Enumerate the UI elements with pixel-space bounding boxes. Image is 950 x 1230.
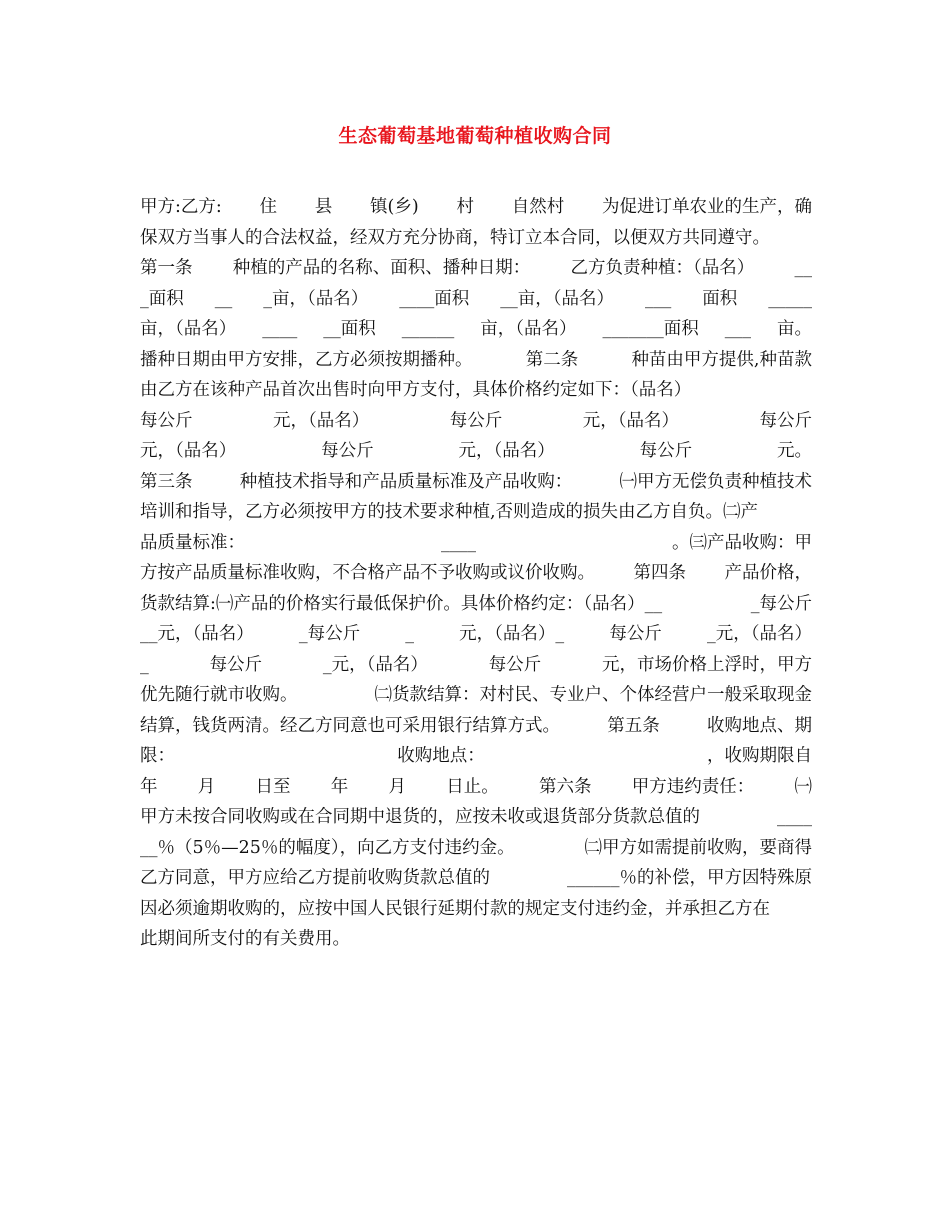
contract-text-segment: 由乙方在该种产品首次出售时向甲方支付，具体价格约定如下：（品名） bbox=[140, 380, 692, 400]
contract-text-segment: 每公斤 bbox=[609, 624, 662, 644]
contract-line bbox=[140, 741, 812, 772]
contract-text-segment: 住 bbox=[259, 197, 278, 217]
contract-text-segment: 亩，（品名） bbox=[140, 319, 237, 339]
contract-text-segment: 甲方违约责任： bbox=[631, 776, 755, 797]
contract-line bbox=[140, 436, 812, 467]
contract-text-segment: _元，（品名） bbox=[322, 654, 428, 675]
contract-text-segment: 月 bbox=[197, 776, 216, 797]
contract-text-segment: 第六条 bbox=[539, 776, 592, 797]
contract-text-segment: 元，（品名） bbox=[140, 441, 237, 461]
contract-line bbox=[140, 589, 812, 620]
contract-text-segment: 县 bbox=[314, 197, 333, 217]
contract-text-segment: _元，（品名） bbox=[706, 624, 812, 644]
contract-text-segment: 每公斤 bbox=[449, 410, 503, 431]
contract-text-segment: ____ bbox=[441, 532, 476, 553]
contract-line bbox=[140, 558, 812, 589]
contract-text-segment: 年 bbox=[330, 776, 349, 797]
contract-text-segment: 甲方:乙方: bbox=[140, 197, 222, 217]
contract-text-segment: 收购地点： bbox=[397, 746, 485, 766]
contract-line bbox=[140, 894, 812, 925]
contract-line bbox=[140, 833, 812, 864]
contract-line bbox=[140, 406, 812, 437]
contract-line bbox=[140, 467, 812, 498]
contract-text-segment: ㈠甲方无偿负责种植技术 bbox=[619, 471, 812, 492]
document-title: 生态葡萄基地葡萄种植收购合同 bbox=[338, 125, 612, 147]
contract-text-segment: ____面积 bbox=[399, 288, 470, 309]
contract-text-segment: ___ bbox=[645, 288, 672, 309]
contract-text-segment: ㈠ bbox=[794, 776, 812, 797]
contract-text-segment: 村 bbox=[456, 197, 474, 217]
contract-text-segment: ___ bbox=[724, 319, 751, 339]
contract-line bbox=[140, 192, 812, 223]
contract-text-segment: 保双方当事人的合法权益，经双方充分协商，特订立本合同，以便双方共同遵守。 bbox=[140, 227, 770, 248]
contract-text-segment: 品质量标准： bbox=[140, 532, 245, 553]
contract-text-segment: 日止。 bbox=[446, 776, 499, 797]
contract-text-segment: _______面积 bbox=[602, 319, 699, 339]
contract-text-segment: 因必须逾期收购的，应按中国人民银行延期付款的规定支付违约金，并承担乙方在 bbox=[140, 898, 770, 919]
contract-text-segment: 元，（品名） bbox=[273, 410, 370, 431]
contract-text-segment: 每公斤 bbox=[140, 410, 193, 431]
contract-text-segment: 种苗由甲方提供,种苗款 bbox=[631, 349, 812, 370]
contract-text-segment: 此期间所支付的有关费用。 bbox=[140, 929, 350, 949]
contract-line bbox=[140, 650, 812, 681]
contract-text-segment: ______％的补偿，甲方因特殊原 bbox=[567, 868, 812, 888]
contract-text-segment: __ bbox=[214, 288, 233, 309]
contract-text-segment: 乙方负责种植：（品名） bbox=[570, 258, 755, 278]
contract-text-segment: __元，（品名） bbox=[140, 624, 254, 644]
contract-text-segment: 亩。 bbox=[777, 319, 812, 339]
contract-text-segment: _ bbox=[140, 654, 149, 675]
contract-text-segment: 自然村 bbox=[511, 197, 565, 217]
contract-text-segment: 收购地点、期 bbox=[707, 715, 812, 736]
contract-text-segment: 第五条 bbox=[607, 715, 660, 736]
contract-text-segment: 优先随行就市收购。 bbox=[140, 685, 298, 705]
contract-text-segment: 播种日期由甲方安排，乙方必须按期播种。 bbox=[140, 349, 473, 370]
contract-text-segment: 第四条 bbox=[633, 563, 686, 583]
contract-text-segment: 种植的产品的名称、面积、播种日期： bbox=[232, 258, 531, 278]
contract-text-segment: ㈡货款结算：对村民、专业户、个体经营户一般采取现金 bbox=[374, 685, 812, 705]
contract-line bbox=[140, 528, 812, 559]
contract-line bbox=[140, 772, 812, 803]
contract-text-segment: 元，（品名）_ bbox=[459, 624, 565, 644]
contract-text-segment: 每公斤 bbox=[639, 441, 693, 461]
contract-text-segment: 每公斤 bbox=[759, 410, 812, 431]
contract-line bbox=[140, 680, 812, 711]
contract-text-segment: 每公斤 bbox=[488, 654, 542, 675]
contract-text-segment: 货款结算:㈠产品的价格实行最低保护价。具体价格约定：（品名）__ bbox=[140, 593, 663, 614]
contract-line bbox=[140, 284, 812, 315]
contract-text-segment: 面积 bbox=[702, 288, 738, 309]
contract-text-segment: 种植技术指导和产品质量标准及产品收购： bbox=[239, 471, 573, 492]
contract-text-segment: __面积 bbox=[323, 319, 376, 339]
contract-line bbox=[140, 924, 812, 955]
contract-line bbox=[140, 223, 812, 254]
contract-line bbox=[140, 497, 812, 528]
contract-text-segment: 元，（品名） bbox=[582, 410, 679, 431]
contract-text-segment: __ bbox=[794, 258, 812, 278]
contract-text-segment: 第三条 bbox=[140, 471, 193, 492]
contract-text-segment: ______ bbox=[401, 319, 455, 339]
contract-line bbox=[140, 802, 812, 833]
contract-text-segment: 结算，钱货两清。经乙方同意也可采用银行结算方式。 bbox=[140, 715, 560, 736]
contract-text-segment: 元，市场价格上浮时，甲方 bbox=[602, 654, 812, 675]
contract-text-segment: 限： bbox=[140, 746, 175, 766]
contract-text-segment: 甲方未按合同收购或在合同期中退货的，应按未收或退货部分货款总值的 bbox=[140, 807, 700, 827]
contract-text-segment: ㈡甲方如需提前收购，要商得 bbox=[584, 837, 812, 858]
contract-text-segment: _每公斤 bbox=[298, 624, 361, 644]
contract-text-segment: 月 bbox=[388, 776, 406, 797]
contract-line bbox=[140, 619, 812, 650]
contract-text-segment: __％（5％—25％的幅度），向乙方支付违约金。 bbox=[140, 837, 515, 858]
contract-text-segment: ，收购期限自 bbox=[707, 746, 812, 766]
contract-text-segment: ____ bbox=[777, 807, 812, 827]
contract-text-segment: 产品价格， bbox=[724, 563, 812, 583]
contract-text-segment: 培训和指导，乙方必须按甲方的技术要求种植,否则造成的损失由乙方自负。㈡产 bbox=[140, 502, 759, 522]
contract-text-segment: 每公斤 bbox=[209, 654, 263, 675]
contract-text-segment: 元，（品名） bbox=[458, 441, 555, 461]
contract-line bbox=[140, 863, 812, 894]
contract-line bbox=[140, 314, 812, 345]
contract-line bbox=[140, 253, 812, 284]
contract-body bbox=[140, 192, 812, 955]
contract-text-segment: _面积 bbox=[140, 288, 184, 309]
contract-text-segment: __亩，（品名） bbox=[500, 288, 614, 309]
contract-text-segment: _____ bbox=[768, 288, 812, 309]
contract-text-segment: 第二条 bbox=[525, 349, 579, 370]
contract-text-segment: 第一条 bbox=[140, 258, 193, 278]
contract-text-segment: 日至 bbox=[255, 776, 291, 797]
contract-text-segment: _ bbox=[405, 624, 415, 644]
contract-text-segment: ____ bbox=[262, 319, 298, 339]
contract-text-segment: 年 bbox=[140, 776, 158, 797]
contract-text-segment: _亩，（品名） bbox=[263, 288, 369, 309]
contract-text-segment: 亩，（品名） bbox=[480, 319, 577, 339]
contract-line bbox=[140, 711, 812, 742]
contract-text-segment: 为促进订单农业的生产，确 bbox=[601, 197, 812, 217]
contract-text-segment: 每公斤 bbox=[321, 441, 374, 461]
contract-line bbox=[140, 345, 812, 376]
contract-line bbox=[140, 375, 812, 406]
contract-text-segment: 。㈢产品收购：甲 bbox=[672, 532, 812, 553]
contract-text-segment: 乙方同意，甲方应给乙方提前收购货款总值的 bbox=[140, 868, 490, 888]
contract-text-segment: 镇(乡) bbox=[370, 197, 419, 217]
contract-text-segment: _每公斤 bbox=[750, 593, 812, 614]
contract-text-segment: 方按产品质量标准收购，不合格产品不予收购或议价收购。 bbox=[140, 563, 595, 583]
contract-text-segment: 元。 bbox=[777, 441, 812, 461]
